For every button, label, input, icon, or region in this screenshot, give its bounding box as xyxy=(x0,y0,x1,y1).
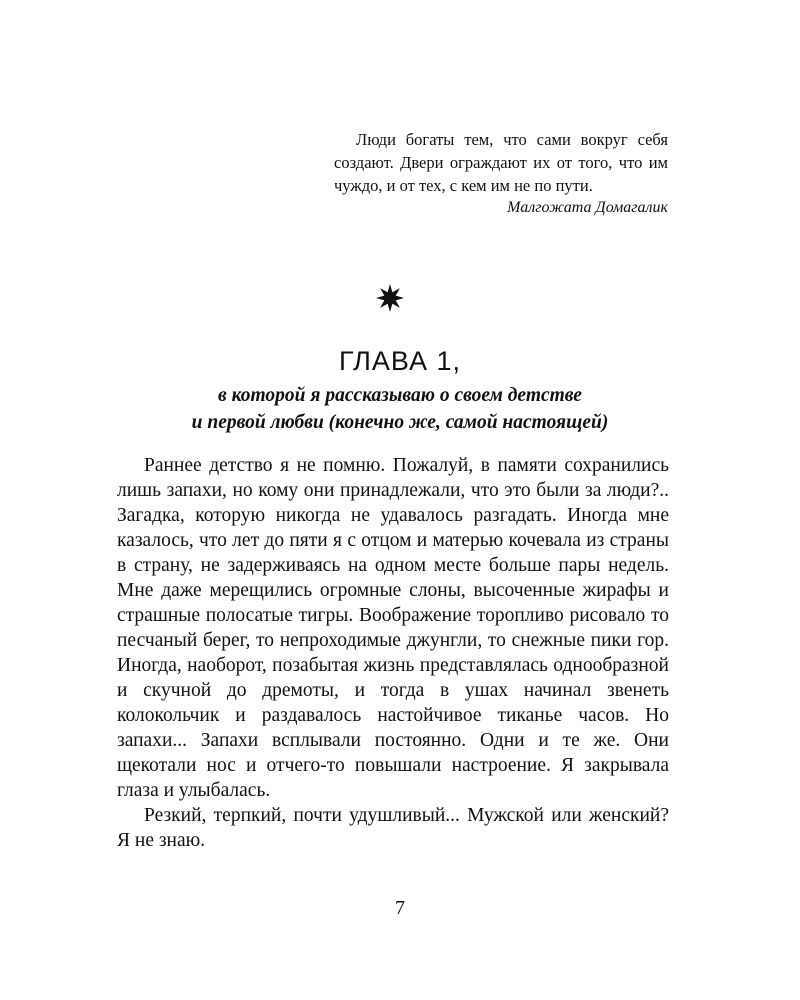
epigraph xyxy=(334,128,668,219)
eight-point-star-icon xyxy=(375,283,405,313)
chapter-title: ГЛАВА 1, xyxy=(339,346,461,376)
page-number: 7 xyxy=(395,897,405,919)
chapter-subtitle-line-2: и первой любви (конечно же, самой настоящей) xyxy=(191,412,609,433)
chapter-subtitle xyxy=(0,382,800,436)
chapter-body xyxy=(117,453,669,853)
paragraph-2: Резкий, терпкий, почти удушливый... Мужской или женский? Я не знаю. xyxy=(117,805,669,851)
chapter-subtitle-line-1: в которой я рассказываю о своем детстве xyxy=(218,385,582,406)
paragraph-1: Раннее детство я не помню. Пожалуй, в памяти сохранились лишь запахи, но кому они принадлежали, что это были за люди?.. Загадка, которую никогда не удавалось разгадать. Иногда мне казалось, что лет до пяти я с отцом и матерью кочевала из страны в страну, не задерживаясь на одном месте больше пары недель. Мне даже мерещились огромные слоны, высоченные жирафы и страшные полосатые тигры. Воображение торопливо рисовало то песчаный берег, то непроходимые джунгли, то снежные пики гор. Иногда, наоборот, позабытая жизнь представлялась однообразной и скучной до дремоты, и тогда в ушах начинал звенеть колокольчик и раздавалось настойчивое тиканье часов. Но запахи... Запахи всплывали постоянно. Одни и те же. Они щекотали нос и отчего-то повышали настроение. Я закрывала глаза и улыбалась. xyxy=(117,455,669,801)
epigraph-text: Люди богаты тем, что сами вокруг себя создают. Двери ограждают их от того, что им чуждо, и от тех, с кем им не по пути. xyxy=(334,130,668,195)
epigraph-author: Малгожата Домагалик xyxy=(507,199,668,216)
